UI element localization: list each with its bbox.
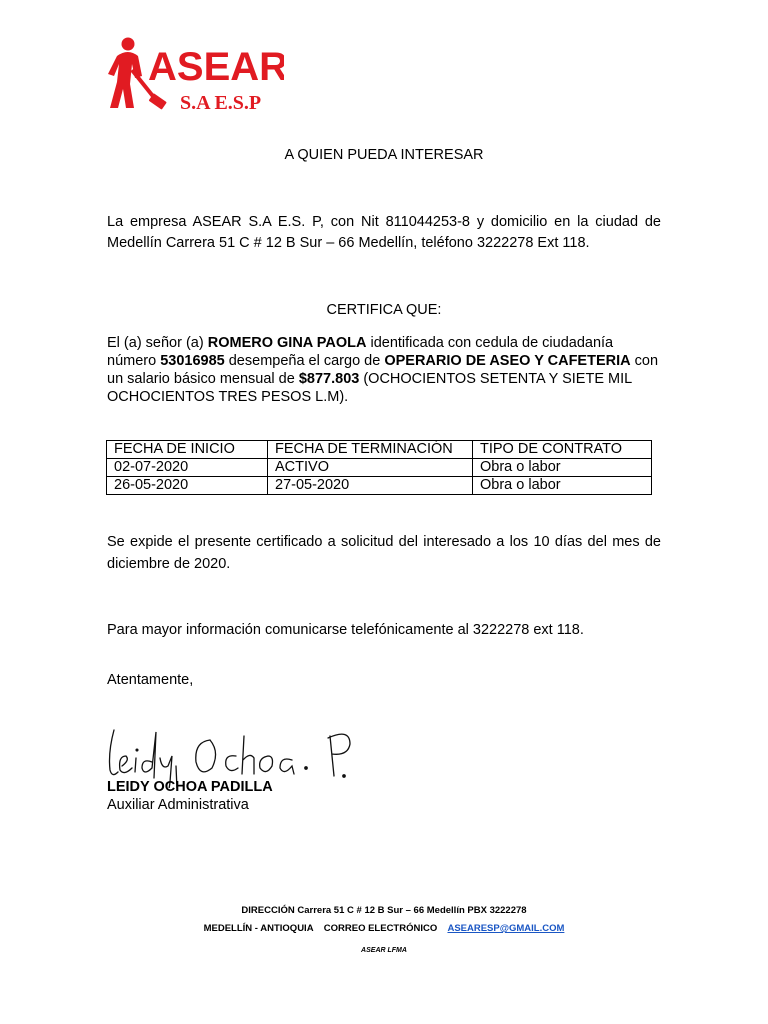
footer-address: DIRECCIÓN Carrera 51 C # 12 B Sur – 66 Medellín PBX 3222278 <box>241 905 527 916</box>
employee-id: 53016985 <box>160 353 225 369</box>
table-row <box>107 459 652 477</box>
intro-paragraph: La empresa ASEAR S.A E.S. P, con Nit 811044253-8 y domicilio en la ciudad de Medellín Carrera 51 C # 12 B Sur – 66 Medellín, teléfono 3222278 Ext 118. <box>107 214 661 251</box>
employee-position: OPERARIO DE ASEO Y CAFETERIA <box>384 353 631 369</box>
employee-name: ROMERO GINA PAOLA <box>207 335 367 351</box>
body-text-2: identificada con cedula de ciudadanía número <box>107 335 614 369</box>
page-heading: A QUIEN PUEDA INTERESAR <box>284 147 484 163</box>
certification-paragraph <box>107 334 661 406</box>
footer-reference: ASEAR LFMA <box>361 947 407 954</box>
footer-email-link[interactable]: ASEARESP@GMAIL.COM <box>447 923 565 934</box>
certifica-heading: CERTIFICA QUE: <box>326 302 442 318</box>
table-cell: Obra o labor <box>473 477 652 495</box>
table-cell: ACTIVO <box>268 459 473 477</box>
worker-body-icon <box>108 52 142 108</box>
worker-head-icon <box>122 38 135 51</box>
table-cell: 02-07-2020 <box>107 459 268 477</box>
signer-name: LEIDY OCHOA PADILLA <box>107 779 273 795</box>
body-text-5: (OCHOCIENTOS SETENTA Y SIETE MIL OCHOCIENTOS TRES PESOS L.M). <box>107 371 632 405</box>
table-header-row <box>107 441 652 459</box>
table-cell: Obra o labor <box>473 459 652 477</box>
logo-graphic <box>104 34 284 118</box>
company-logo <box>104 34 284 118</box>
footer-contact <box>0 923 768 934</box>
employee-salary: $877.803 <box>298 371 360 387</box>
header-cell: FECHA DE INICIO <box>107 441 268 459</box>
table-row <box>107 477 652 495</box>
header-cell: FECHA DE TERMINACIÓN <box>268 441 473 459</box>
contracts-table <box>106 440 652 495</box>
header-cell: TIPO DE CONTRATO <box>473 441 652 459</box>
info-paragraph: Para mayor información comunicarse telefónicamente al 3222278 ext 118. <box>107 622 584 638</box>
closing-text: Atentamente, <box>107 672 194 688</box>
table-cell: 26-05-2020 <box>107 477 268 495</box>
table-cell: 27-05-2020 <box>268 477 473 495</box>
body-text-3: desempeña el cargo de <box>224 353 385 369</box>
body-text-1: El (a) señor (a) <box>107 335 208 351</box>
logo-sub: S.A E.S.P <box>180 92 262 114</box>
signer-role: Auxiliar Administrativa <box>107 797 249 813</box>
logo-name: ASEAR <box>148 45 284 89</box>
expide-paragraph: Se expide el presente certificado a solicitud del interesado a los 10 días del mes de diciembre de 2020. <box>107 534 661 572</box>
footer-location: MEDELLÍN - ANTIOQUIA CORREO ELECTRÓNICO <box>203 923 448 934</box>
body-text-4: con un salario básico mensual de <box>107 353 659 387</box>
